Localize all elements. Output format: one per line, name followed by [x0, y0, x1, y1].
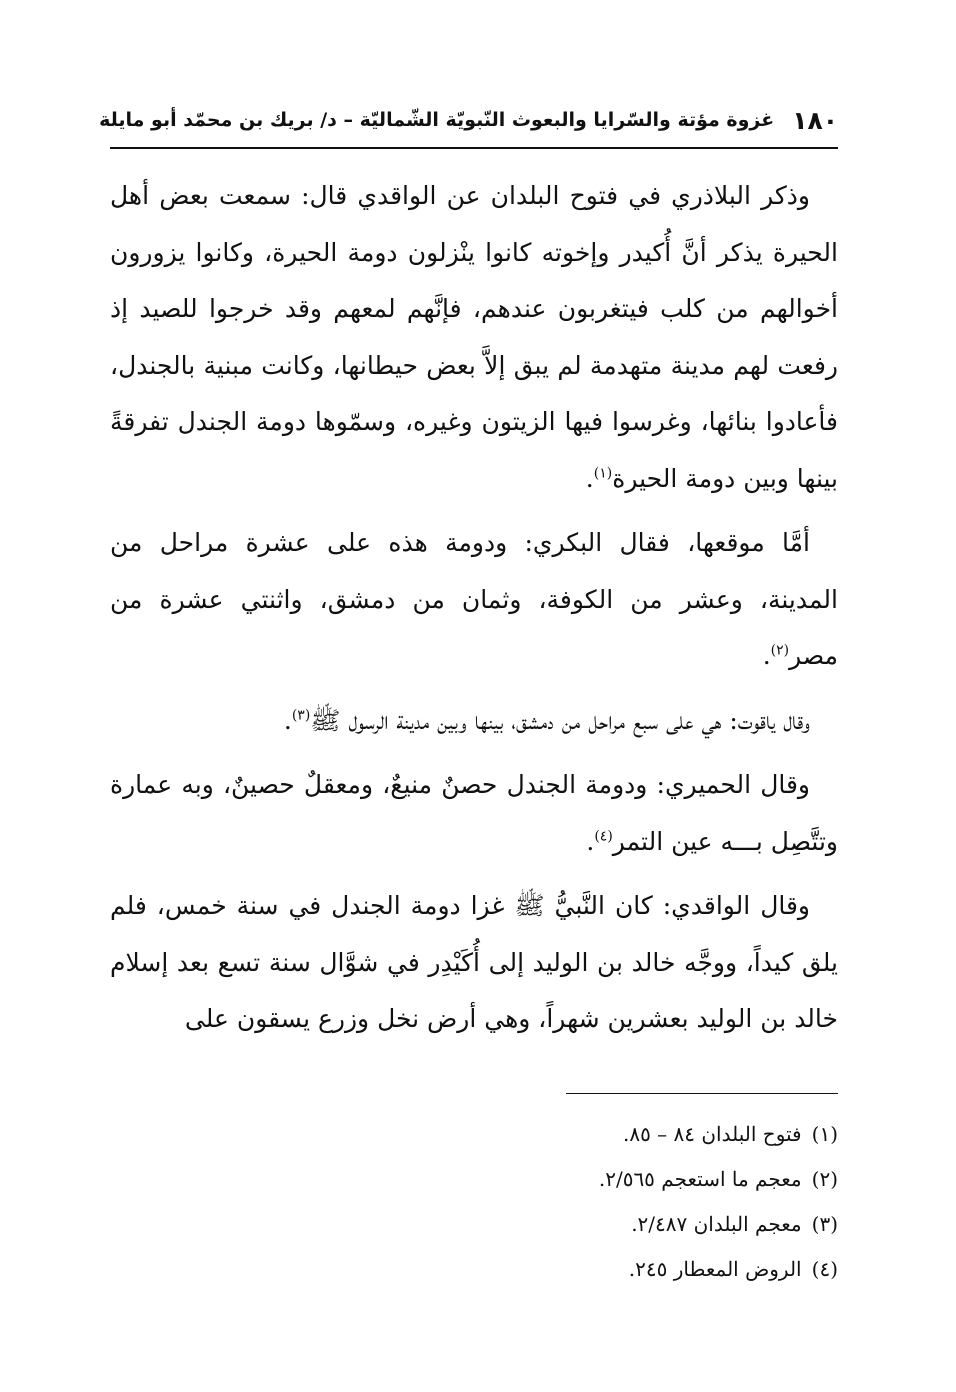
- paragraph-text: وذكر البلاذري في فتوح البلدان عن الواقدي قال: سمعت بعض أهل الحيرة يذكر أنَّ أُكيدر وإخوته كانوا ينْزلون دومة الحيرة، وكانوا يزورون أخوالهم من كلب فيتغربون عندهم، فإنَّهم لمعهم وقد خرجوا للصيد إذ رفعت لهم مدينة متهدمة لم يبق إلاَّ بعض حيطانها، وكانت مبنية بالجندل، فأعادوا بنائها، وغرسوا فيها الزيتون وغيره، وسمّوها دومة الجندل تفرقةً بينها وبين دومة الحيرة: [110, 181, 838, 493]
- footnote-text: فتوح البلدان ٨٤ – ٨٥.: [622, 1122, 802, 1146]
- footnote-reference: (٢): [770, 642, 790, 659]
- footnote: [110, 1202, 838, 1247]
- footnote: [110, 1247, 838, 1292]
- paragraph-text: أمَّا موقعها، فقال البكري: ودومة هذه على عشرة مراحل من المدينة، وعشر من الكوفة، وثمان من دمشق، واثنتي عشرة من مصر: [110, 528, 838, 670]
- paragraph-text: وقال الواقدي: كان النَّبيُّ ﷺ غزا دومة الجندل في سنة خمس، فلم يلق كيداً، ووجَّه خالد بن الوليد إلى أُكَيْدِر في شوَّال سنة تسع بعد إسلام خالد بن الوليد بعشرين شهراً، وهي أرض نخل وزرع يسقون على: [110, 891, 838, 1033]
- paragraph-end: .: [586, 826, 595, 856]
- paragraph-end: .: [283, 705, 292, 735]
- footnote-rule: [566, 1093, 838, 1094]
- footnote-number: (٣): [811, 1212, 838, 1236]
- footnote-text: معجم البلدان ٢/٤٨٧.: [631, 1212, 802, 1236]
- footnote-text: معجم ما استعجم ٢/٥٦٥.: [598, 1167, 802, 1191]
- footnote-reference: (١): [593, 465, 613, 482]
- paragraph: [110, 757, 838, 870]
- paragraph: [110, 515, 838, 685]
- page-number: ١٨٠: [792, 105, 838, 135]
- footnote-text: الروض المعطار ٢٤٥.: [628, 1257, 802, 1281]
- footnote-number: (٤): [811, 1257, 838, 1281]
- footnote-reference: (٤): [594, 828, 613, 845]
- header-rule: [110, 147, 838, 149]
- paragraph-end: .: [762, 641, 771, 670]
- paragraph: [110, 693, 838, 750]
- paragraph-text: وقال الحميري: ودومة الجندل حصنٌ منيعٌ، ومعقلٌ حصينٌ، وبه عمارة وتتَّصِل بـــه عين التمر: [110, 770, 838, 856]
- paragraph-text: وقال ياقوت: هي على سبع مراحل من دمشق، بينها وبين مدينة الرسول ﷺ: [310, 705, 810, 735]
- footnotes: [110, 1112, 838, 1292]
- paragraph-end: .: [585, 463, 594, 493]
- body-text: [110, 168, 838, 1056]
- footnote-number: (١): [811, 1122, 838, 1146]
- footnote-number: (٢): [811, 1167, 838, 1191]
- paragraph: [110, 168, 838, 507]
- page-header: [99, 100, 838, 140]
- footnote-reference: (٣): [291, 707, 311, 724]
- footnote: [110, 1112, 838, 1157]
- running-title: غزوة مؤتة والسّرايا والبعوث النّبويّة الشّماليّة – د/ بريك بن محمّد أبو مايلة: [99, 109, 775, 131]
- footnote: [110, 1157, 838, 1202]
- paragraph: [110, 878, 838, 1048]
